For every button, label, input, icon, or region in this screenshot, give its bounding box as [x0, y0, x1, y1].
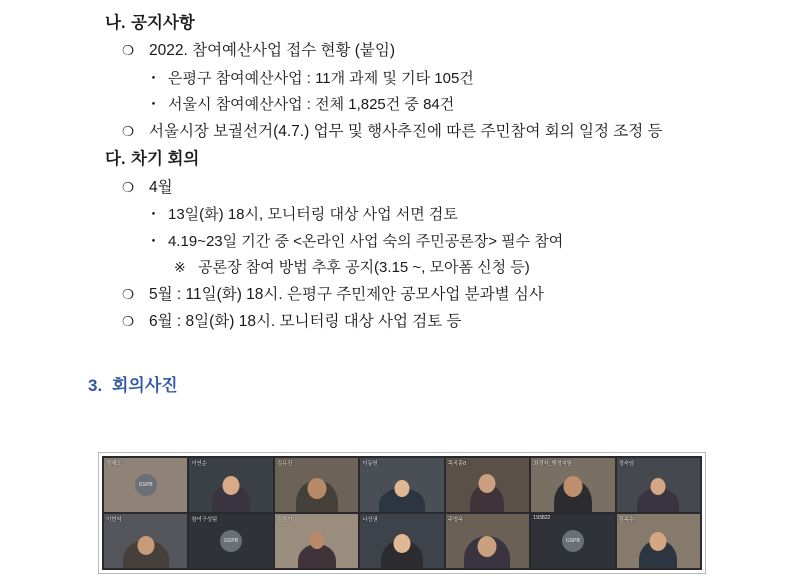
outline-marker: ❍ [122, 124, 135, 140]
outline-item [122, 124, 770, 140]
outline-item [174, 260, 770, 276]
outline-text: 4월 [149, 178, 173, 196]
outline-marker: ・ [146, 69, 162, 87]
outline-item [146, 207, 770, 223]
participant-name: 주명옥 [447, 517, 464, 523]
video-tile[interactable] [360, 458, 443, 512]
video-tile[interactable] [617, 458, 700, 512]
outline-marker: ・ [146, 96, 162, 114]
outline-marker: 나. [105, 14, 126, 32]
avatar: GSPB [220, 530, 242, 552]
video-tile[interactable] [104, 514, 187, 568]
participant-portrait [531, 514, 614, 568]
outline-text: 서울시장 보궐선거(4.7.) 업무 및 행사추진에 따른 주민참여 회의 일정 조정 등 [149, 123, 663, 141]
meeting-photo-frame [98, 452, 706, 574]
video-tile[interactable] [360, 514, 443, 568]
video-tile[interactable] [189, 458, 272, 512]
participant-name: 이동헌 [362, 461, 378, 467]
outline-marker: ❍ [122, 179, 135, 195]
outline-item [146, 97, 770, 113]
outline-item [105, 151, 770, 168]
outline-text: 차기 회의 [131, 150, 200, 169]
outline-marker: 다. [105, 150, 126, 169]
section-title: 회의사진 [112, 375, 178, 395]
participant-name: 김유진 [276, 461, 293, 467]
outline-item [146, 71, 770, 87]
outline-text: 5월 : 11일(화) 18시. 은평구 주민제안 공모사업 분과별 심사 [149, 286, 544, 304]
outline-text: 4.19~23일 기간 중 <온라인 사업 숙의 주민공론장> 필수 참여 [168, 232, 564, 250]
video-tile[interactable] [189, 514, 272, 568]
outline-marker: ❍ [122, 43, 135, 59]
section-heading-meeting-photos [88, 371, 770, 396]
outline-marker: ❍ [122, 314, 135, 330]
participant-name: 김찬기 [276, 517, 293, 523]
outline-marker: ※ [174, 259, 186, 276]
video-tile[interactable] [531, 514, 614, 568]
video-tile[interactable] [275, 514, 358, 568]
avatar: GSPB [562, 530, 584, 552]
participant-name: 나상권 [362, 517, 378, 523]
video-tile[interactable] [617, 514, 700, 568]
outline-marker: ・ [146, 232, 162, 250]
outline-item [105, 15, 770, 32]
outline-text: 공론장 참여 방법 추후 공지(3.15 ~, 모아폼 신청 등) [198, 259, 530, 277]
participant-name: 이연순 [191, 461, 207, 467]
participant-name: 김옥수 [618, 517, 634, 523]
section-number: 3. [88, 375, 103, 395]
video-tile[interactable] [446, 458, 529, 512]
outline-item [122, 287, 770, 303]
outline-text: 6월 : 8일(화) 18시. 모니터링 대상 사업 검토 등 [149, 313, 462, 331]
outline-text: 서울시 참여예산사업 : 전체 1,825건 중 84건 [168, 96, 455, 114]
avatar: GSPB [135, 474, 157, 496]
outline-item [146, 234, 770, 250]
participant-name: 이현지 [106, 517, 122, 523]
outline-item [122, 43, 770, 59]
participant-name: 목곡홍8 [447, 461, 466, 467]
video-tile[interactable] [104, 458, 187, 512]
outline-text: 은평구 참여예산사업 : 11개 과제 및 기타 105건 [168, 69, 474, 87]
participant-name: 참여구성팀 [191, 517, 217, 523]
outline-text: 13일(화) 18시, 모니터링 대상 사업 서면 검토 [168, 205, 458, 223]
video-tile[interactable] [275, 458, 358, 512]
video-tile[interactable] [446, 514, 529, 568]
outline-marker: ・ [146, 205, 162, 223]
outline-list [30, 15, 770, 331]
participant-name: 정숙임 [618, 461, 634, 467]
participant-name: 정재오 [106, 461, 122, 467]
video-tile[interactable] [531, 458, 614, 512]
video-call-grid [102, 456, 702, 570]
outline-marker: ❍ [122, 287, 135, 303]
outline-item [122, 180, 770, 196]
outline-item [122, 314, 770, 330]
outline-text: 2022. 참여예산사업 접수 현황 (붙임) [149, 42, 396, 60]
participant-name: 최경자_행정지원 [533, 461, 572, 467]
participant-name: 193822 [533, 515, 551, 521]
outline-text: 공지사항 [131, 14, 195, 32]
